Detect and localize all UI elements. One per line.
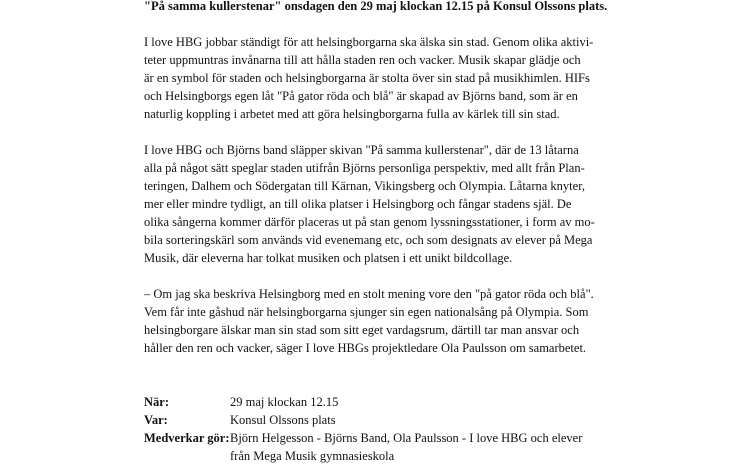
info-row-participants	[144, 429, 614, 465]
spacer	[144, 357, 614, 393]
info-value	[230, 411, 614, 429]
info-row-when	[144, 393, 614, 411]
info-value	[230, 429, 614, 465]
info-row-where	[144, 411, 614, 429]
text-line: bila sorteringskärl som används vid evenemang etc, och som designats av elever på Mega	[144, 233, 593, 247]
text-line: naturlig koppling i arbetet med att göra helsingborgarna fulla av kärlek till sin stad.	[144, 107, 560, 121]
document	[144, 0, 614, 465]
text-line: helsingborgare älskar man sin stad som sitt eget vardagsrum, därtill tar man ansvar och	[144, 323, 580, 337]
text-line: – Om jag ska beskriva Helsingborg med en stolt mening vore den "på gator röda och blå".	[144, 287, 594, 301]
text-line: alla på något sätt speglar staden utifrån Björns personliga perspektiv, med allt från Plan-	[144, 161, 585, 175]
spacer	[144, 267, 614, 285]
spacer	[144, 123, 614, 141]
text-line: I love HBG och Björns band släpper skivan "På samma kullerstenar", där de 13 låtarna	[144, 143, 579, 157]
text-line: är en symbol för staden och helsingborgarna är stolta över sin stad på musikhimlen. HIFs	[144, 71, 590, 85]
info-label: När:	[144, 395, 169, 409]
spacer	[144, 15, 614, 33]
text-line: och Helsingborgs egen låt "På gator röda och blå" är skapad av Björns band, som är en	[144, 89, 578, 103]
info-value-line: Konsul Olssons plats	[230, 413, 336, 427]
text-line: teter uppmuntras invånarna till att hålla staden ren och vacker. Musik skapar glädje och	[144, 53, 581, 67]
text-line: mer eller mindre tydligt, an till olika platser i Helsingborg och fångar stadens själ. De	[144, 197, 572, 211]
paragraph-intro	[144, 33, 614, 123]
paragraph-album	[144, 141, 614, 267]
info-value-line: från Mega Musik gymnasieskola	[230, 449, 395, 463]
info-value-line: 29 maj klockan 12.15	[230, 395, 339, 409]
text-line: olika sångerna kommer därför placeras ut på stan genom lyssningsstationer, i form av mo-	[144, 215, 595, 229]
paragraph-quote	[144, 285, 614, 357]
document-heading: "På samma kullerstenar" onsdagen den 29 maj klockan 12.15 på Konsul Olssons plats.	[144, 0, 608, 13]
text-line: håller den ren och vacker, säger I love HBGs projektledare Ola Paulsson om samarbetet.	[144, 341, 587, 355]
info-value	[230, 393, 614, 411]
text-line: Vem får inte gåshud när helsingborgarna sjunger sin egen nationalsång på Olympia. Som	[144, 305, 589, 319]
info-value-line: Björn Helgesson - Björns Band, Ola Paulsson - I love HBG och elever	[230, 431, 583, 445]
text-line: Musik, där eleverna har tolkat musiken och platsen i ett unikt bildcollage.	[144, 251, 513, 265]
info-label: Var:	[144, 413, 168, 427]
text-line: teringen, Dalhem och Södergatan till Kärnan, Vikingsberg och Olympia. Låtarna knyter,	[144, 179, 585, 193]
text-line: I love HBG jobbar ständigt för att helsingborgarna ska älska sin stad. Genom olika aktivi-	[144, 35, 594, 49]
info-label: Medverkar gör:	[144, 431, 230, 445]
